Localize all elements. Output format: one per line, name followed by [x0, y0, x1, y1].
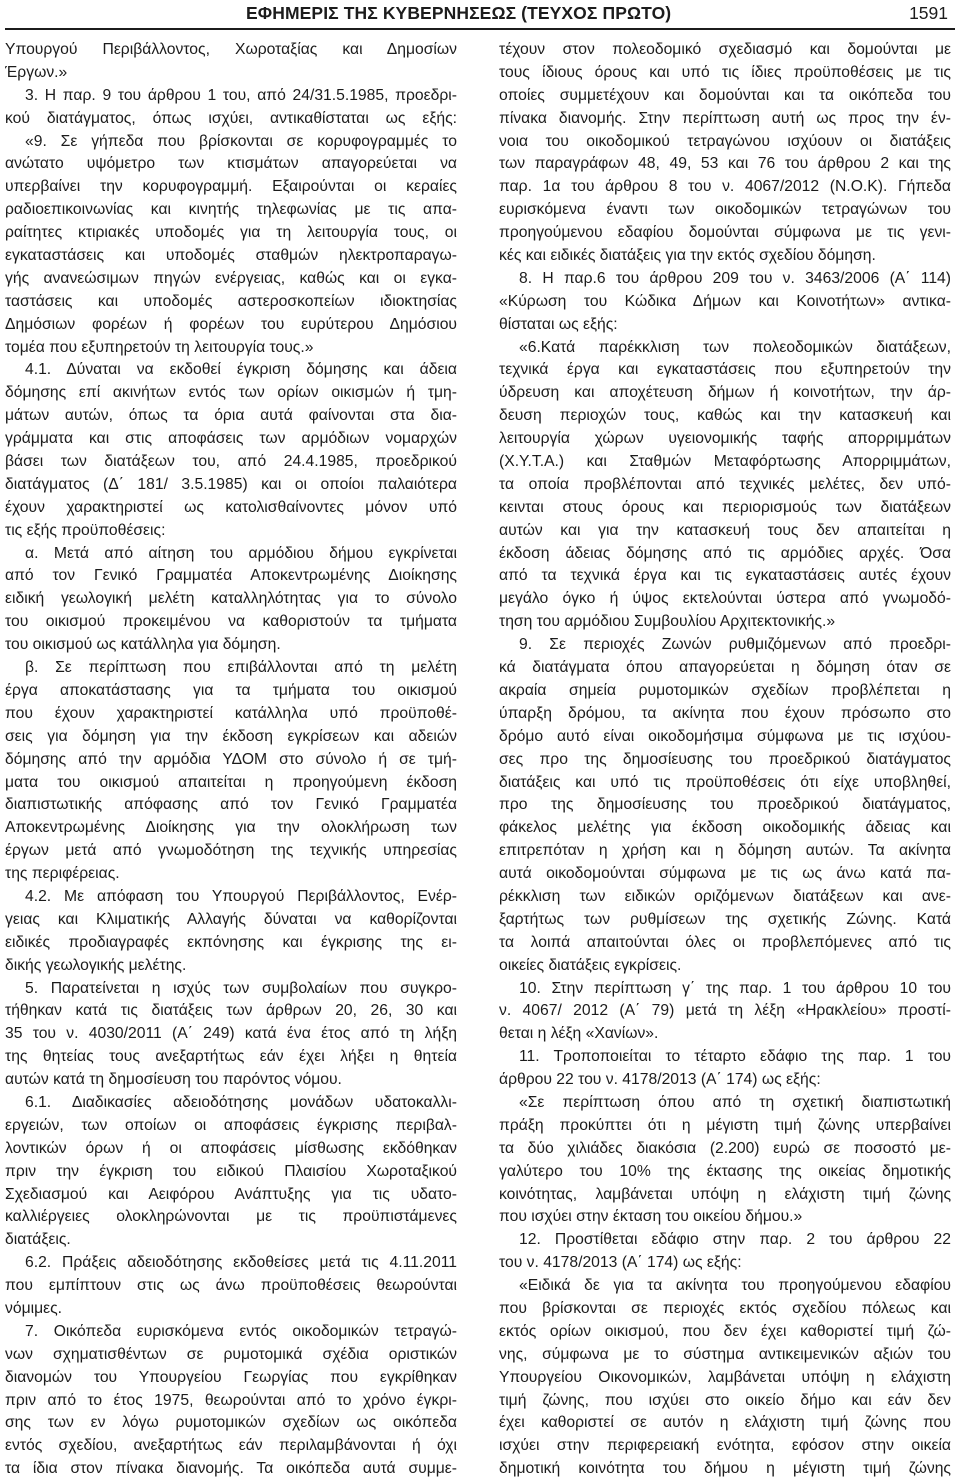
text-line: τα ίδια στον πίνακα διανομής. Τα οικόπεδα αυτά συμμε- — [5, 1460, 457, 1478]
text-line: Υπουργού Περιβάλλοντος, Χωροταξίας και Δημοσίων — [5, 41, 457, 58]
text-line: ταστάσεις και υποδομές αστεροσκοπείων ιδιοκτησίας — [5, 292, 457, 310]
text-line: νόμιμες. — [5, 1299, 63, 1317]
text-line: λοντικών όρων ή οι αποφάσεις μίσθωσης εκδόθηκαν — [5, 1139, 457, 1157]
text-line: Σχεδιασμού και Αειφόρου Ανάπτυξης για τις υδατο- — [5, 1185, 457, 1203]
right-column — [499, 39, 951, 1481]
text-line: διανομών του Υπουργείου Γεωργίας που εγκρίθηκαν — [5, 1368, 457, 1386]
text-line: από τα τεχνικά έργα και τις εγκαταστάσεις αυτές έχουν — [499, 567, 951, 585]
text-line: 35 του ν. 4030/2011 (Α΄ 249) κατά ένα έτος από τη λήξη — [5, 1025, 457, 1043]
text-line: σης των εν λόγω ρυμοτομικών σχεδίων ως οικόπεδα — [5, 1414, 457, 1432]
text-line: αυτά οικοδομούνται σύμφωνα με τις ως άνω κατά πα- — [499, 865, 951, 883]
text-line: γράμματα και στις αποφάσεις των αρμόδιων νομαρχών — [5, 430, 457, 448]
text-line: διατάξεις και υπό τις προϋποθέσεις ότι είχε υποβληθεί, — [499, 773, 951, 791]
text-line: δημοτική κοινότητα του δήμου η μέγιστη τιμή ζώνης — [499, 1460, 951, 1478]
text-line: α. Μετά από αίτηση του αρμόδιου δήμου εγκρίνεται — [25, 544, 457, 562]
header-rule — [5, 28, 955, 30]
text-line: έργα αποκατάστασης για τα τμήματα του οικισμού — [5, 681, 457, 699]
text-line: 3. Η παρ. 9 του άρθρου 1 του, από 24/31.5.1985, προεδρι- — [25, 86, 457, 104]
text-line: ρέκκλιση των ειδικών οριζόμενων διατάξεων και ανε- — [499, 887, 951, 905]
text-line: καλλιέργειες ολοκληρώνονται με τις προϋπιστάμενες — [5, 1208, 457, 1226]
text-line: τιμή ζώνης, που ισχύει στο οικείο δήμο και εάν δεν — [499, 1391, 951, 1409]
text-line: 9. Σε περιοχές Ζωνών ρυθμιζόμενων από προεδρι- — [519, 636, 951, 654]
text-line: τεχνικά έργα και εγκαταστάσεις που εξυπηρετούν την — [499, 361, 951, 379]
text-line: των παραγράφων 48, 49, 53 και 76 του άρθρου 2 και της — [499, 155, 951, 173]
text-line: τα οποία προβλέπονται από τεχνικές μελέτες, δεν υπό- — [499, 475, 951, 493]
text-line: οικείες διατάξεις εγκρίσεις. — [499, 956, 682, 974]
text-line: 6.2. Πράξεις αδειοδότησης εκδοθείσες μετά τις 4.11.2011 — [25, 1254, 457, 1272]
text-line: ειδική γεωλογική μελέτη καταλληλότητας για το σύνολο — [5, 590, 457, 608]
text-line: διατάξεις. — [5, 1231, 71, 1249]
text-line: μάτων αυτών, όπως τα όρια αυτά φαίνονται στα δια- — [5, 407, 457, 425]
text-line: γειας και Κλιματικής Αλλαγής δύναται να καθορίζονται — [5, 910, 457, 928]
header-title: ΕΦΗΜΕΡΙΣ ΤΗΣ ΚΥΒΕΡΝΗΣΕΩΣ (ΤΕΥΧΟΣ ΠΡΩΤΟ) — [246, 3, 672, 23]
text-line: εγκαταστάσεις και υποδομές σταθμών ηλεκτροπαραγω- — [5, 247, 457, 265]
text-line: 10. Στην περίπτωση γ΄ της παρ. 1 του άρθρου 10 του — [519, 979, 951, 997]
page-header — [0, 0, 960, 30]
text-line: ύδρευση και αποχέτευση δήμων ή κοινοτήτων, την άρ- — [499, 384, 951, 402]
text-line: εργειών, των οποίων οι αποφάσεις έγκρισης περιβαλ- — [5, 1116, 457, 1134]
text-line: εντός σχεδίου, ανεξαρτήτως εάν περιλαμβάνονται ή όχι — [5, 1437, 457, 1455]
text-line: «Σε περίπτωση όπου από τη σχετική διαπιστωτική — [519, 1093, 951, 1111]
text-line: «6.Κατά παρέκκλιση των πολεοδομικών διατάξεων, — [519, 338, 951, 356]
text-line: έχει καθοριστεί σε αυτόν η ελάχιστη τιμή ζώνης που — [499, 1414, 951, 1432]
text-line: δρόμο αυτό είναι οικοδομήσιμα σύμφωνα με τις ισχύου- — [499, 727, 951, 745]
text-line: θίσταται ως εξής: — [499, 315, 618, 333]
text-line: γής ανανεώσιμων πηγών ενέργειας, καθώς και οι εγκα- — [5, 269, 457, 287]
text-line: φάκελος μελέτης για έκδοση οικοδομικής άδειας και — [499, 819, 951, 837]
text-line: σες προ της δημοσίευσης του προεδρικού διατάγματος — [499, 750, 951, 768]
text-line: Δημόσιων φορέων ή φορέων του ευρύτερου Δημόσιου — [5, 315, 457, 333]
text-line: τους ίδιους όρους και υπό τις ίδιες προϋποθέσεις με τις — [499, 63, 951, 81]
text-line: που έχουν χαρακτηριστεί κατάλληλα υπό προϋποθέ- — [5, 704, 457, 722]
text-line: του οικισμού ως κατάλληλα για δόμηση. — [5, 636, 281, 654]
text-line: οποίες συμμετέχουν και δομούνται και τα οικόπεδα του — [499, 86, 951, 104]
text-line: ραδιοεπικοινωνίας και κινητής τηλεφωνίας με τις απα- — [5, 201, 457, 219]
left-column — [5, 39, 457, 1481]
text-line: ν. 4067/ 2012 (Α΄ 79) μετά τη λέξη «Ηρακλείου» προστί- — [499, 1002, 951, 1020]
text-line: σεις για δόμηση για την έκδοση εγκρίσεων και αδειών — [5, 727, 457, 745]
text-line: της θητείας τους ανεξαρτήτως εάν έχει λήξει η θητεία — [5, 1048, 457, 1066]
text-line: που ισχύει στην έκταση του οικείου δήμου.» — [499, 1208, 803, 1226]
text-line: ειδικές προδιαγραφές εκπόνησης και έγκρισης της ει- — [5, 933, 457, 951]
text-line: ισχύει στην περιφερειακή ενότητα, εφόσον στην οικεία — [499, 1437, 951, 1455]
text-line: 12. Προστίθεται εδάφιο στην παρ. 2 του άρθρου 22 — [519, 1231, 951, 1249]
text-line: τα δύο χιλιάδες διακόσια (2.200) ευρώ σε ποσοστό με- — [499, 1139, 951, 1157]
text-line: βάσει των διατάξεων του, από 24.4.1985, προεδρικού — [5, 453, 457, 471]
text-line: τέχουν στον πολεοδομικό σχεδιασμό και δομούνται με — [499, 41, 951, 58]
text-line: 4.1. Δύναται να εκδοθεί έγκριση δόμησης και άδεια — [25, 361, 457, 379]
text-line: τις εξής προϋποθέσεις: — [5, 521, 166, 539]
text-line: δόμησης επί ακινήτων εντός των ορίων οικισμών ή τμη- — [5, 384, 457, 402]
text-line: 6.1. Διαδικασίες αδειοδότησης μονάδων υδατοκαλλι- — [25, 1093, 457, 1111]
text-line: τηση του αρμόδιου Συμβουλίου Αρχιτεκτονικής.» — [499, 613, 836, 631]
text-line: κού διατάγματος, όπως ισχύει, αντικαθίσταται ως εξής: — [5, 109, 457, 127]
text-line: εκτός ορίων οικισμού, που δεν έχει καθοριστεί τιμή ζώ- — [499, 1322, 951, 1340]
text-line: 11. Τροποποιείται το τέταρτο εδάφιο της παρ. 1 του — [519, 1048, 951, 1066]
text-line: έκδοση άδειας δόμησης από τις αρμόδιες αρχές. Όσα — [499, 544, 951, 562]
text-line: ανώτατο υψόμετρο των κτισμάτων απαγορεύεται να — [5, 155, 457, 173]
text-line: που εμπίπτουν στις ως άνω προϋποθέσεις θεωρούνται — [5, 1277, 457, 1295]
text-line: προ της δημοσίευσης του προεδρικού διατάγματος, — [499, 796, 951, 814]
text-line: προηγούμενου εδαφίου δομούνται σύμφωνα με τις γενι- — [499, 224, 951, 242]
text-line: θεται η λέξη «Χανίων». — [499, 1025, 659, 1043]
text-line: πριν από το έτος 1975, θεωρούνται από το χρόνο έγκρι- — [5, 1391, 457, 1409]
text-line: 8. Η παρ.6 του άρθρου 209 του ν. 3463/2006 (Α΄ 114) — [519, 269, 951, 287]
text-line: Υπουργείου Οικονομικών, λαμβάνεται υπόψη η ελάχιστη — [499, 1368, 951, 1386]
text-line: υπερβαίνει την κορυφογραμμή. Εξαιρούνται οι κεραίες — [5, 178, 457, 196]
text-line: νων σχηματισθέντων σε ρυμοτομικά σχέδια οριστικών — [5, 1345, 457, 1363]
text-line: «9. Σε γήπεδα που βρίσκονται σε κορυφογραμμές το — [25, 132, 457, 150]
text-line: (Χ.Υ.Τ.Α.) και Σταθμών Μεταφόρτωσης Απορριμμάτων, — [499, 453, 951, 471]
text-line: της περιφέρειας. — [5, 865, 120, 883]
text-line: 4.2. Με απόφαση του Υπουργού Περιβάλλοντος, Ενέρ- — [25, 887, 457, 905]
text-line: ραίτητες κτιριακές υποδομές για τη λειτουργία τους, οι — [5, 224, 457, 242]
text-line: μεγάλο όγκο ή ύψος εκτελούνται ύστερα από γνωμοδό- — [499, 590, 951, 608]
text-line: νοια του οικοδομικού τετραγώνου ισχύουν οι διατάξεις — [499, 132, 951, 150]
text-line: από τον Γενικό Γραμματέα Αποκεντρωμένης Διοίκησης — [5, 567, 457, 585]
text-line: Έργων.» — [5, 63, 68, 81]
text-line: κές και ειδικές διατάξεις για την εκτός σχεδίου δόμηση. — [499, 247, 876, 265]
text-line: τομέα που εξυπηρετούν τη λειτουργία τους.» — [5, 338, 314, 356]
text-line: που βρίσκονται σε περιοχές εκτός σχεδίου πόλεως και — [499, 1299, 951, 1317]
text-line: δόμησης από την αρμόδια ΥΔΟΜ στο σύνολο ή σε τμή- — [5, 750, 457, 768]
text-line: 5. Παρατείνεται η ισχύς των συμβολαίων που συγκρο- — [25, 979, 457, 997]
text-line: επιτρεπόταν η χρήση και η δόμηση αυτών. Τα ακίνητα — [499, 842, 951, 860]
text-line: έργων μετά από γνωμοδότηση της τεχνικής υπηρεσίας — [5, 842, 457, 860]
text-line: αυτών και για την κατασκευή τους δεν απαιτείται η — [499, 521, 951, 539]
text-line: β. Σε περίπτωση που επιβάλλονται από τη μελέτη — [25, 659, 457, 677]
text-line: άρθρου 22 του ν. 4178/2013 (Α΄ 174) ως εξής: — [499, 1071, 821, 1089]
text-line: τήθηκαν κατά τις διατάξεις των άρθρων 20, 26, 30 και — [5, 1002, 457, 1020]
text-line: Αποκεντρωμένης Διοίκησης για την ολοκλήρωση των — [5, 819, 457, 837]
text-line: ευρισκόμενα έναντι των οικοδομικών τετραγώνων του — [499, 201, 951, 219]
text-line: λειτουργία χώρων υγειονομικής ταφής απορριμμάτων — [499, 430, 951, 448]
text-line: αυτών κατά τη δημοσίευση του παρόντος νόμου. — [5, 1071, 342, 1089]
text-line: «Κύρωση του Κώδικα Δήμων και Κοινοτήτων» αντικα- — [499, 292, 951, 310]
text-line: πράξη προκύπτει ότι η μέγιστη τιμή ζώνης υπερβαίνει — [499, 1116, 951, 1134]
text-line: δικής γεωλογικής μελέτης. — [5, 956, 187, 974]
text-line: πριν την έγκριση του ειδικού Πλαισίου Χωροταξικού — [5, 1162, 457, 1180]
text-line: κά διατάγματα όπου απαγορεύεται η δόμηση όταν σε — [499, 659, 951, 677]
text-line: διατάγματος (Δ΄ 181/ 3.5.1985) και οι οποίοι παλαιότερα — [5, 475, 457, 493]
text-line: πίνακα διανομής. Στην περίπτωση αυτή ως προς την έν- — [499, 109, 951, 127]
text-line: παρ. 1α του άρθρου 8 του ν. 4067/2012 (Ν.Ο.Κ). Γήπεδα — [499, 178, 951, 196]
text-line: νης, σύμφωνα με το σύστημα αντικειμενικών αξιών του — [499, 1345, 951, 1363]
text-line: ματα του οικισμού απαιτείται η προηγούμενη έκδοση — [5, 773, 457, 791]
text-line: κεινται στους όρους και περιορισμούς των διατάξεων — [499, 498, 951, 516]
text-line: κοινότητας, λαμβάνεται υπόψη η ελάχιστη τιμή ζώνης — [499, 1185, 951, 1203]
text-line: γαλύτερο του 10% της έκτασης της οικείας δημοτικής — [499, 1162, 951, 1180]
text-line: «Ειδικά δε για τα ακίνητα του προηγούμενου εδαφίου — [519, 1277, 951, 1295]
text-line: ακραία σημεία ρυμοτομικών σχεδίων προβλέπεται η — [499, 681, 951, 699]
text-line: του οικισμού προκειμένου να καθοριστούν τα τμήματα — [5, 613, 457, 631]
text-line: έχουν χαρακτηριστεί ως κατολισθαίνοντες μόνον υπό — [5, 498, 457, 516]
page-number: 1591 — [909, 3, 948, 23]
text-line: του ν. 4178/2013 (Α΄ 174) ως εξής: — [499, 1254, 742, 1272]
text-line: τα λοιπά απαιτούνται όλες οι προβλεπόμενες από τις — [499, 933, 951, 951]
text-line: 7. Οικόπεδα ευρισκόμενα εντός οικοδομικών τετραγώ- — [25, 1322, 457, 1340]
text-line: δευση περιοχών τους, καθώς και την κατασκευή και — [499, 407, 951, 425]
text-line: ξαρτήτως των ρυθμίσεων της σχετικής Ζώνης. Κατά — [499, 910, 951, 928]
text-line: ύπαρξη δρόμου, τα ακίνητα που έχουν πρόσωπο στο — [499, 704, 951, 722]
text-line: διαπιστωτικής απόφασης από τον Γενικό Γραμματέα — [5, 796, 457, 814]
